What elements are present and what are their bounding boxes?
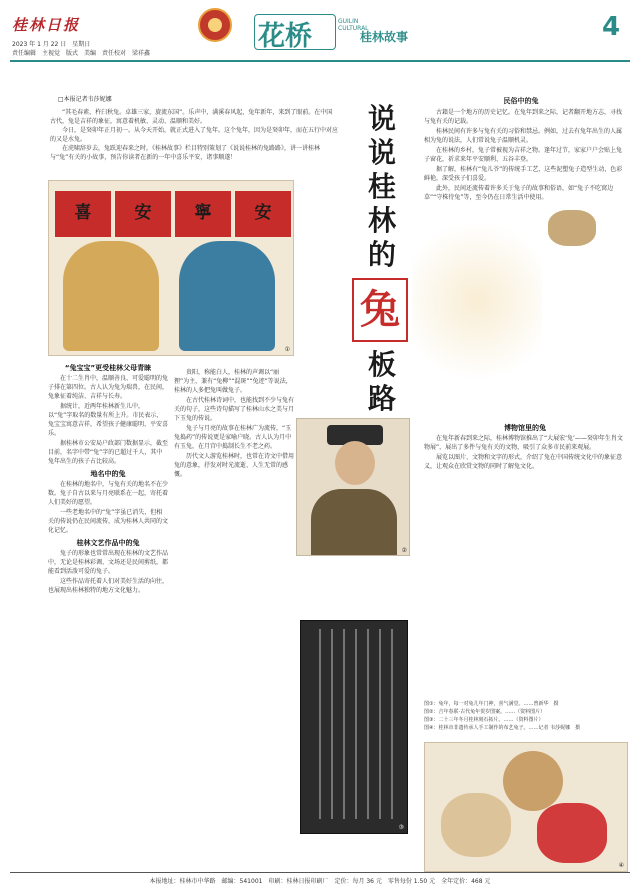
photo-caption-number: ② [401, 547, 407, 554]
header-rule [10, 60, 630, 62]
body-paragraph: 在十二生肖中，温顺善良、可爱聪明的兔子排在第四位。古人认为兔为瑞兽，在民间，兔象征着纯洁、吉祥与长寿。 [48, 375, 169, 400]
photo-credit: 图②：吉年春联·古代兔年贺岁图案。……（资料图片） [424, 709, 546, 715]
photo-caption-number: ① [284, 346, 290, 353]
body-paragraph: 桂林民间有许多与兔有关的习俗和禁忌。例如，过去有兔年出生的人属相为兔的说法，人们常说兔子温顺机灵。 [424, 128, 623, 144]
headline-char: 板 [367, 348, 396, 381]
photo-credit: 图①：兔年，每一对兔儿年门神，喜气满堂。……曾新华 摄 [424, 701, 559, 707]
photo-credit: 图③：二十三年冬月桂林刻石拓片。……（资料图片） [424, 717, 544, 723]
couplet-banner: 喜 [55, 191, 111, 237]
rubbing-inscription [309, 629, 399, 819]
background-decoration [412, 208, 542, 394]
body-paragraph: 一些老地名中的“兔”字虽已消失，但相关的传说仍在民间流传，成为桂林人共同的文化记忆。 [48, 509, 169, 534]
photo-historical-portrait [296, 418, 410, 556]
body-paragraph: 据桂林市公安局户政部门数据显示，截至目前，名字中带“兔”字的已超过千人，其中兔年出生的孩子占比较高。 [48, 440, 169, 465]
subheading: 博物馆里的兔 [504, 424, 546, 432]
issue-meta [12, 40, 150, 58]
editor-line: 责任编辑 主视觉 版式 美编 责任校对 梁祥鑫 [12, 50, 151, 57]
issue-date: 2023 年 1 月 22 日 星期日 [12, 41, 91, 48]
couplet-banner: 安 [115, 191, 171, 237]
body-paragraph: 这些作品寄托着人们对美好生活的向往，也展现出桂林独特的地方文化魅力。 [48, 578, 169, 594]
page-number: 4 [602, 12, 621, 42]
photo-stone-rubbing [300, 620, 408, 834]
headline-char: 说 [367, 102, 396, 135]
body-paragraph: 贵阳，称能白人，桂林的声调以“丽狸”为主，兼有“兔柳”“混斑”“兔迹”等说法，桂林的人多把兔叫做兔子。 [174, 369, 292, 394]
body-paragraph: 在桂林的地名中，与兔有关的地名不在少数。兔子自古以来与月亮联系在一起，寄托着人们美好的愿望。 [48, 481, 169, 506]
photo-cloth-rabbits [424, 742, 628, 872]
headline-highlight-char: 兔 [352, 278, 408, 342]
portrait-face [335, 441, 375, 485]
right-section-heading: 民俗中的兔 [503, 97, 539, 105]
body-paragraph: 此外，民间还流传着许多关于兔子的故事和俗语，如“兔子不吃窝边草”“守株待兔”等，至今仍在日常生活中使用。 [424, 185, 614, 201]
lead-paragraph: 今日，是癸卯年正月初一。从今天开始，就正式进入了兔年。这个兔年，因为是癸卯年，而在五行中对应的又是水兔。 [50, 127, 339, 143]
section-english: GUILIN CULTURAL [338, 18, 369, 32]
headline-char: 林 [367, 204, 396, 237]
footer-rule [10, 872, 630, 873]
body-paragraph: 兔子的形象也常常出现在桂林的文艺作品中，无论是桂林彩调、文场还是民间剪纸，都能看到活泼可爱的兔子。 [48, 550, 169, 575]
middle-column [174, 368, 294, 480]
lead-paragraph: “其毛春素，杵臼秋兔。卓雄三家，旋流东国”。乐声中，满溪春风起，兔年新年，来到了眼前。在中国古代，兔是吉祥的象征，寓意着机敏、灵动、温顺和美好。 [50, 109, 333, 125]
headline-char: 桂 [367, 170, 396, 203]
door-god-figure [63, 241, 159, 351]
portrait-robe [311, 489, 397, 555]
byline: □本报记者韦莎妮娜 [58, 96, 112, 103]
headline-char: 的 [367, 238, 396, 271]
cloth-rabbit [441, 793, 511, 857]
body-paragraph: 据统计，近两年桂林新生儿中，以“兔”字取名的数量有所上升。市民表示，兔宝宝寓意吉祥，希望孩子健康聪明、平安喜乐。 [48, 403, 169, 437]
couplet-banner: 安 [235, 191, 291, 237]
right-column-lower [424, 420, 626, 472]
couplet-banner: 寧 [175, 191, 231, 237]
rabbit-illustration [548, 210, 596, 246]
body-paragraph: 兔子与月亮的故事在桂林广为流传，“玉兔捣药”的传说更是家喻户晓。古人认为月中有玉兔，在月宫中捣制长生不老之药。 [174, 425, 292, 450]
cloth-rabbit [503, 751, 563, 811]
subheading: 地名中的兔 [90, 470, 126, 478]
new-year-ornament-icon [198, 8, 232, 42]
page-header [0, 0, 640, 62]
photo-caption-number: ④ [618, 862, 624, 869]
section-subtitle: 桂林故事 [360, 30, 409, 44]
headline-char: 说 [367, 136, 396, 169]
body-paragraph: 据了解，桂林有“兔儿爷”的传统手工艺，这些泥塑兔子造型生动，色彩鲜艳，深受孩子们喜爱。 [424, 166, 623, 182]
photo-caption-number: ③ [398, 824, 404, 831]
subheading: “兔宝宝”更受桂林父母青睐 [64, 364, 152, 372]
body-paragraph: 在桂林的乡村，兔子常被视为吉祥之物。逢年过节，家家户户会贴上兔子窗花，祈求来年平安顺利、五谷丰登。 [424, 147, 623, 163]
footer-imprint: 本报地址：桂林市中华路 邮编：541001 印刷：桂林日报印刷厂 定价：每月 36 元 零售每份 1.50 元 全年定价：468 元 [149, 878, 491, 885]
lead-paragraph: 在虎啸辞岁去，兔跃迎春来之时，《桂林故事》栏目特别策划了《说说桂林的兔路路》，讲一讲桂林与“兔”有关的小故事，预告你读者在新的一年中喜乐平安，诸事顺遂！ [50, 145, 321, 161]
body-paragraph: 在古代桂林诗词中，也能找到不少与兔有关的句子，这些诗句描写了桂林山水之美与月下玉兔的传说。 [174, 397, 295, 422]
right-column [424, 108, 626, 203]
headline-char: 路 [367, 382, 396, 415]
body-paragraph: 展览以图片、文物和文字的形式，介绍了兔在中国传统文化中的象征意义，让观众在欣赏文物的同时了解兔文化。 [424, 454, 623, 470]
photo-door-gods [48, 180, 294, 356]
cloth-rabbit [537, 803, 607, 863]
photo-credit: 图④：桂林市非遗传承人手工制作的布艺兔子。……记者 韦莎妮娜 摄 [424, 725, 581, 731]
masthead: 桂林日报 [12, 16, 81, 34]
body-paragraph: 在兔年新春到来之际，桂林博物馆推出了“大展宏‘兔’——癸卯年生肖文物展”，展出了多件与兔有关的文物，吸引了众多市民前来观展。 [424, 435, 623, 451]
section-name: 花桥 [258, 21, 312, 52]
photo-credits-list [424, 700, 628, 732]
left-column [48, 360, 168, 596]
article-lead [50, 108, 338, 162]
subheading: 桂林文艺作品中的兔 [76, 539, 140, 547]
body-paragraph: 古籍是一个地方的历史记忆。在兔年到来之际，记者翻开地方志，寻找与兔有关的记载。 [424, 109, 623, 125]
door-god-figure [179, 241, 275, 351]
body-paragraph: 历代文人游览桂林时，也常在诗文中借用兔的意象，抒发对时光流逝、人生无常的感慨。 [174, 453, 295, 478]
